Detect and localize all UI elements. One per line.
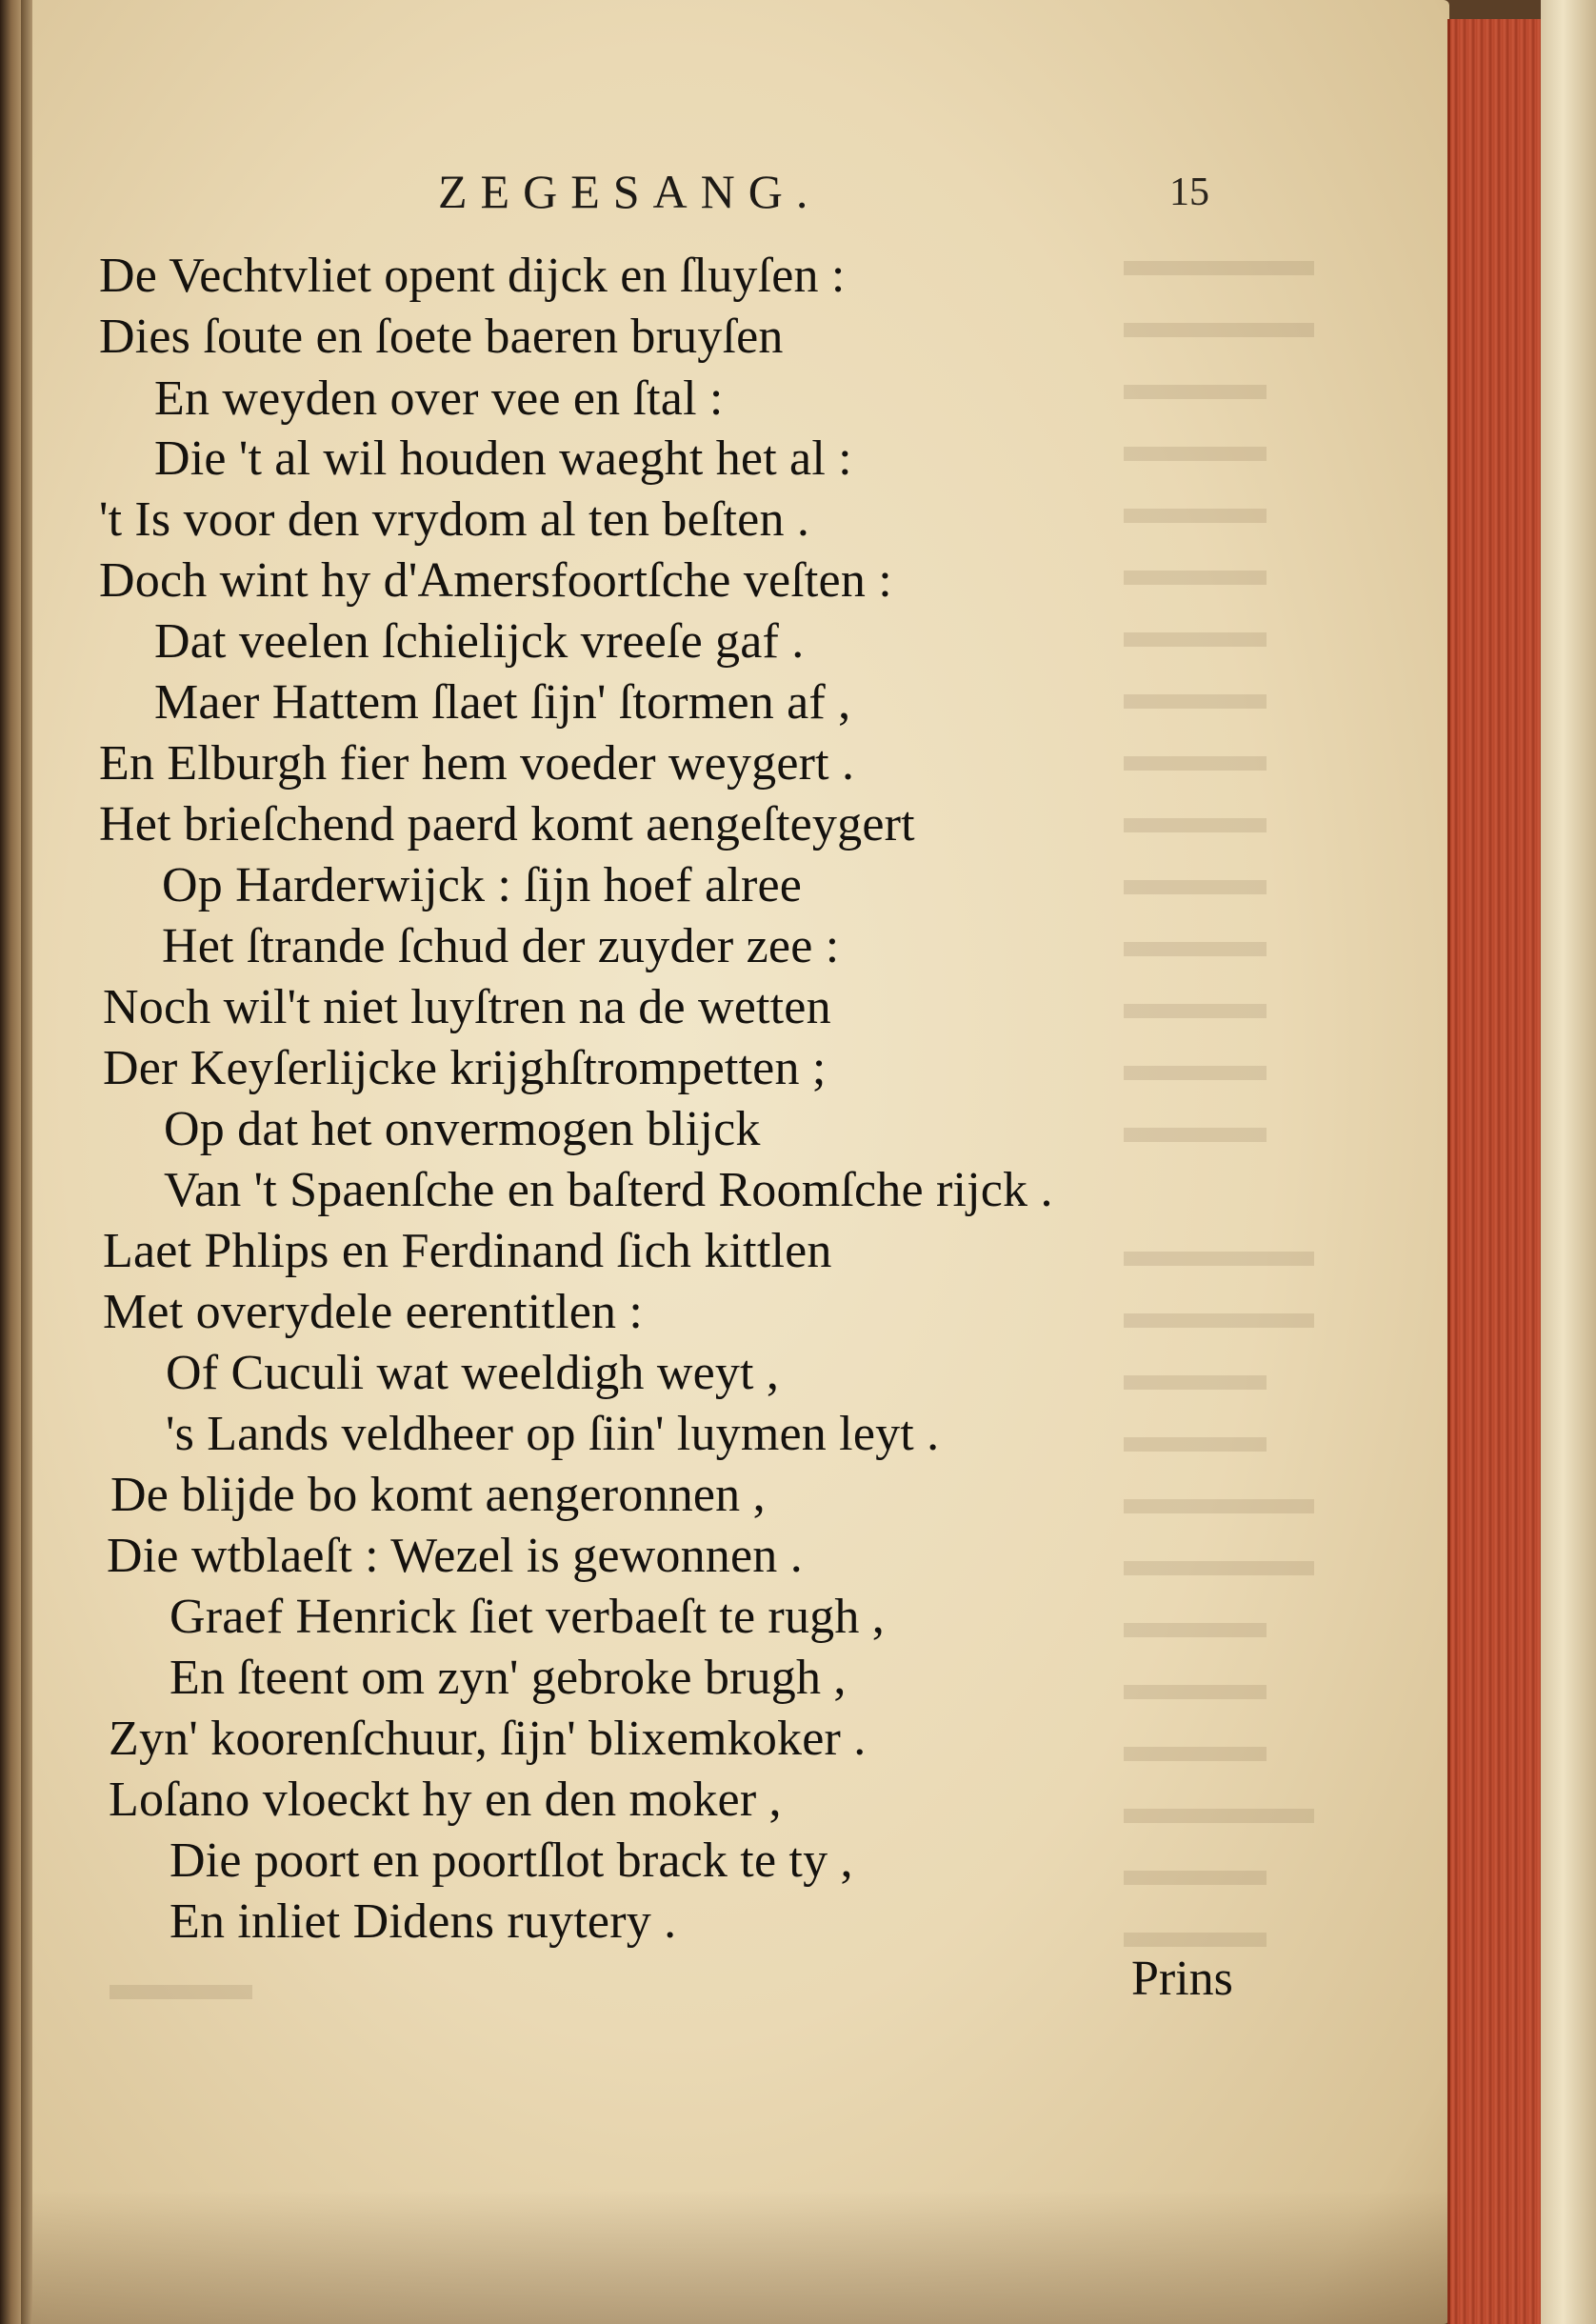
page-number: 15: [1169, 170, 1209, 214]
verse-line: Noch wil't niet luyſtren na de wetten: [103, 980, 831, 1034]
verse-line: En weyden over vee en ſtal :: [154, 371, 724, 426]
verse-line: En ſteent om zyn' gebroke brugh ,: [170, 1651, 847, 1705]
verse-line: Dat veelen ſchielijck vreeſe gaf .: [154, 614, 805, 669]
page-shadow: [32, 2191, 1449, 2324]
verse-line: Graef Henrick ſiet verbaeſt te rugh ,: [170, 1590, 885, 1644]
verse-line: De Vechtvliet opent dijck en ſluyſen :: [99, 249, 846, 303]
verse-line: De blijde bo komt aengeronnen ,: [110, 1468, 766, 1522]
verse-line: Laet Phlips en Ferdinand ſich kittlen: [103, 1224, 832, 1278]
verse-line: Het brieſchend paerd komt aengeſteygert: [99, 797, 915, 851]
verse-line: Doch wint hy d'Amersfoortſche veſten :: [99, 553, 892, 608]
verse-line: Zyn' koorenſchuur, ſijn' blixemkoker .: [109, 1712, 867, 1766]
verse-line: Of Cuculi wat weeldigh weyt ,: [166, 1346, 780, 1400]
verse-line: Dies ſoute en ſoete baeren bruyſen: [99, 310, 784, 364]
running-title: ZEGESANG.: [438, 165, 822, 218]
verse-line: Op Harderwijck : ſijn hoef alree: [162, 858, 803, 912]
verse-line: Die 't al wil houden waeght het al :: [154, 431, 852, 486]
verse-line: Op dat het onvermogen blijck: [164, 1102, 761, 1156]
verse-line: En inliet Didens ruytery .: [170, 1894, 677, 1949]
book-cover-edge: [1541, 0, 1596, 2324]
verse-line: Loſano vloeckt hy en den moker ,: [109, 1773, 782, 1827]
verse-line: Der Keyſerlijcke krijghſtrompetten ;: [103, 1041, 827, 1095]
catchword: Prins: [1131, 1952, 1233, 2006]
verse-line: En Elburgh fier hem voeder weygert .: [99, 736, 855, 791]
verse-line: 't Is voor den vrydom al ten beſten .: [99, 492, 810, 547]
red-page-edges: [1447, 19, 1546, 2324]
verse-line: Met overydele eerentitlen :: [103, 1285, 644, 1339]
verse-line: Die poort en poortſlot brack te ty ,: [170, 1833, 853, 1888]
verse-line: Die wtblaeſt : Wezel is gewonnen .: [107, 1529, 803, 1583]
verse-line: 's Lands veldheer op ſiin' luymen leyt .: [166, 1407, 940, 1461]
verse-line: Maer Hattem ſlaet ſijn' ſtormen af ,: [154, 675, 851, 730]
verse-line: Het ſtrande ſchud der zuyder zee :: [162, 919, 840, 973]
verse-line: Van 't Spaenſche en baſterd Roomſche rijck .: [164, 1163, 1053, 1217]
